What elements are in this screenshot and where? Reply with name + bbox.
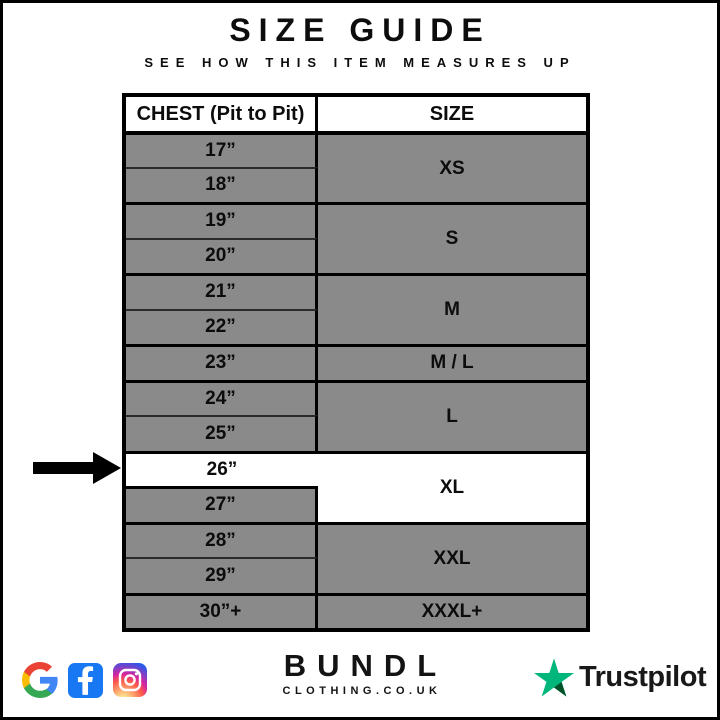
size-guide-table	[122, 93, 590, 632]
chest-cell-17: 17”	[126, 131, 318, 167]
trustpilot-label: Trustpilot	[579, 661, 707, 693]
chest-cell-27: 27”	[126, 486, 318, 522]
chest-cell-28: 28”	[126, 522, 318, 558]
chest-cell-18: 18”	[126, 167, 318, 203]
chest-cell-19: 19”	[126, 202, 318, 238]
trustpilot-logo[interactable]	[534, 658, 706, 697]
brand-domain: CLOTHING.CO.UK	[282, 685, 442, 697]
page-title: SIZE GUIDE	[229, 12, 491, 48]
selection-arrow-icon	[33, 452, 123, 484]
trustpilot-star-icon	[534, 658, 574, 697]
size-cell-xxxl: XXXL+	[318, 593, 586, 629]
chest-column-header: CHEST (Pit to Pit)	[126, 97, 318, 131]
chest-cell-24: 24”	[126, 380, 318, 416]
chest-cell-25: 25”	[126, 415, 318, 451]
size-column-header: SIZE	[318, 97, 586, 131]
chest-cell-26-highlighted: 26”	[126, 451, 318, 487]
chest-cell-20: 20”	[126, 238, 318, 274]
brand-name: BUNDL	[283, 648, 448, 683]
size-cell-xl-highlighted: XL	[318, 451, 586, 522]
size-cell-xs: XS	[318, 131, 586, 202]
chest-cell-22: 22”	[126, 309, 318, 345]
chest-cell-23: 23”	[126, 344, 318, 380]
size-cell-xxl: XXL	[318, 522, 586, 593]
size-cell-l: L	[318, 380, 586, 451]
page-subtitle: SEE HOW THIS ITEM MEASURES UP	[144, 55, 576, 70]
size-cell-s: S	[318, 202, 586, 273]
size-cell-m-l: M / L	[318, 344, 586, 380]
chest-cell-29: 29”	[126, 557, 318, 593]
chest-cell-30plus: 30”+	[126, 593, 318, 629]
size-cell-m: M	[318, 273, 586, 344]
chest-cell-21: 21”	[126, 273, 318, 309]
